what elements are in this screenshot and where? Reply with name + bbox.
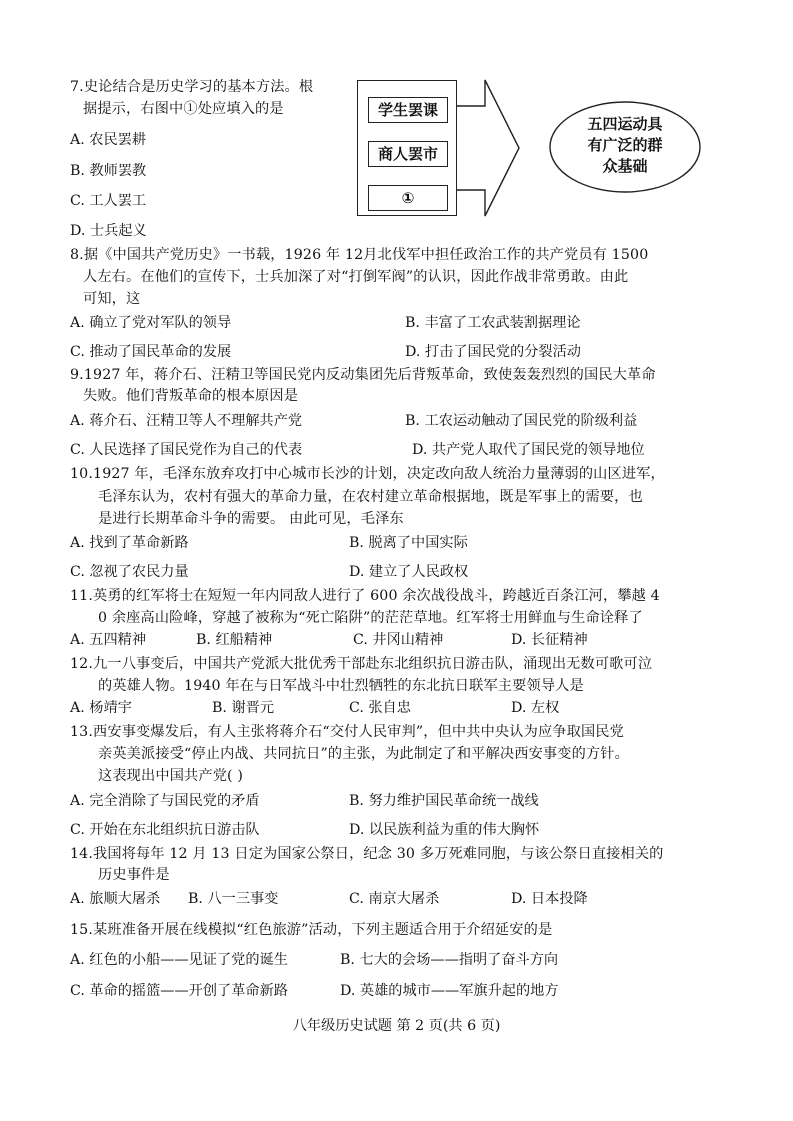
q11-option-a[interactable]: A. 五四精神 — [70, 632, 147, 648]
q8-option-a[interactable]: A. 确立了党对军队的领导 — [70, 315, 232, 331]
q13-stem-2: 亲英美派接受“停止内战、共同抗日”的主张，为此制定了和平解决西安事变的方针。 — [98, 746, 629, 762]
q9-option-d[interactable]: D. 共产党人取代了国民党的领导地位 — [412, 442, 645, 458]
q10-option-d[interactable]: D. 建立了人民政权 — [349, 564, 469, 580]
q15-option-a[interactable]: A. 红色的小船——见证了党的诞生 — [70, 952, 288, 968]
q8-stem-1: 8.据《中国共产党历史》一书载，1926 年 12月北伐军中担任政治工作的共产党员有 1500 — [70, 247, 649, 263]
q14-option-d[interactable]: D. 日本投降 — [511, 891, 588, 907]
q11-stem-2: 0 余座高山险峰，穿越了被称为“死亡陷阱”的茫茫草地。红军将士用鲜血与生命诠释了 — [98, 610, 643, 626]
q7-diagram — [355, 78, 705, 218]
q15-option-d[interactable]: D. 英雄的城市——军旗升起的地方 — [340, 983, 559, 999]
q15-option-b[interactable]: B. 七大的会场——指明了奋斗方向 — [340, 952, 559, 968]
q12-option-d[interactable]: D. 左权 — [511, 700, 560, 716]
q10-stem-1: 10.1927 年，毛泽东放弃攻打中心城市长沙的计划，决定改向敌人统治力量薄弱的山区进军， — [70, 466, 665, 482]
q14-option-c[interactable]: C. 南京大屠杀 — [349, 891, 440, 907]
page-footer: 八年级历史试题 第 2 页(共 6 页) — [292, 1018, 501, 1034]
q10-option-c[interactable]: C. 忽视了农民力量 — [70, 564, 189, 580]
q14-option-a[interactable]: A. 旅顺大屠杀 — [70, 891, 161, 907]
q7-option-d[interactable]: D. 士兵起义 — [70, 223, 147, 239]
q10-option-b[interactable]: B. 脱离了中国实际 — [349, 535, 468, 551]
q13-option-a[interactable]: A. 完全消除了与国民党的矛盾 — [70, 793, 260, 809]
q12-stem-2: 的英雄人物。1940 年在与日军战斗中壮烈牺牲的东北抗日联军主要领导人是 — [98, 678, 584, 694]
q8-option-c[interactable]: C. 推动了国民革命的发展 — [70, 344, 232, 360]
q12-stem-1: 12.九一八事变后，中国共产党派大批优秀干部赴东北组织抗日游击队，涌现出无数可歌可泣 — [70, 656, 653, 672]
q10-stem-3: 是进行长期革命斗争的需要。 由此可见，毛泽东 — [98, 511, 404, 527]
cause-blank-1: ① — [368, 185, 448, 211]
q7-stem-1: 7.史论结合是历史学习的基本方法。根 — [70, 79, 314, 95]
cause-student-strike: 学生罢课 — [368, 97, 448, 123]
q12-option-b[interactable]: B. 谢晋元 — [212, 700, 275, 716]
q14-stem-1: 14.我国将每年 12 月 13 日定为国家公祭日，纪念 30 多万死难同胞，与该公祭日直接相关的 — [70, 846, 664, 862]
q14-option-b[interactable]: B. 八一三事变 — [188, 891, 279, 907]
q7-option-b[interactable]: B. 教师罢教 — [70, 163, 147, 179]
q7-stem-2: 据提示，右图中①处应填入的是 — [83, 101, 284, 117]
q11-option-d[interactable]: D. 长征精神 — [511, 632, 588, 648]
q10-option-a[interactable]: A. 找到了革命新路 — [70, 535, 189, 551]
q8-stem-3: 可知，这 — [83, 291, 141, 307]
q13-option-d[interactable]: D. 以民族利益为重的伟大胸怀 — [349, 822, 540, 838]
q12-option-a[interactable]: A. 杨靖宇 — [70, 700, 132, 716]
q9-option-a[interactable]: A. 蒋介石、汪精卫等人不理解共产党 — [70, 413, 303, 429]
q12-option-c[interactable]: C. 张自忠 — [349, 700, 411, 716]
conclusion-text: 五四运动具 有广泛的群 众基础 — [587, 115, 663, 175]
q10-stem-2: 毛泽东认为，农村有强大的革命力量，在农村建立革命根据地，既是军事上的需要，也 — [98, 489, 643, 505]
cause-box — [357, 80, 457, 216]
q11-option-b[interactable]: B. 红船精神 — [196, 632, 273, 648]
q13-option-c[interactable]: C. 开始在东北组织抗日游击队 — [70, 822, 260, 838]
q13-option-b[interactable]: B. 努力维护国民革命统一战线 — [349, 793, 539, 809]
q9-option-b[interactable]: B. 工农运动触动了国民党的阶级利益 — [405, 413, 638, 429]
q8-stem-2: 人左右。在他们的宣传下，士兵加深了对“打倒军阀”的认识，因此作战非常勇敢。由此 — [83, 269, 629, 285]
q8-option-b[interactable]: B. 丰富了工农武装割据理论 — [405, 315, 581, 331]
q15-option-c[interactable]: C. 革命的摇篮——开创了革命新路 — [70, 983, 288, 999]
q15-stem-1: 15.某班准备开展在线模拟“红色旅游”活动，下列主题适合用于介绍延安的是 — [70, 922, 553, 938]
q8-option-d[interactable]: D. 打击了国民党的分裂活动 — [405, 344, 581, 360]
q11-option-c[interactable]: C. 井冈山精神 — [353, 632, 444, 648]
q9-stem-2: 失败。他们背叛革命的根本原因是 — [83, 388, 299, 404]
q13-stem-1: 13.西安事变爆发后，有人主张将蒋介石“交付人民审判”，但中共中央认为应争取国民党 — [70, 724, 624, 740]
q7-option-a[interactable]: A. 农民罢耕 — [70, 132, 147, 148]
cause-merchant-strike: 商人罢市 — [368, 141, 448, 167]
q13-stem-3: 这表现出中国共产党( ) — [98, 768, 244, 784]
q11-stem-1: 11.英勇的红军将士在短短一年内同敌人进行了 600 余次战役战斗，跨越近百条江河，攀越 4 — [70, 588, 660, 604]
q9-stem-1: 9.1927 年，蒋介石、汪精卫等国民党内反动集团先后背叛革命，致使轰轰烈烈的国民大革命 — [70, 367, 656, 383]
q9-option-c[interactable]: C. 人民选择了国民党作为自己的代表 — [70, 442, 303, 458]
q14-stem-2: 历史事件是 — [98, 867, 170, 883]
q7-option-c[interactable]: C. 工人罢工 — [70, 193, 147, 209]
